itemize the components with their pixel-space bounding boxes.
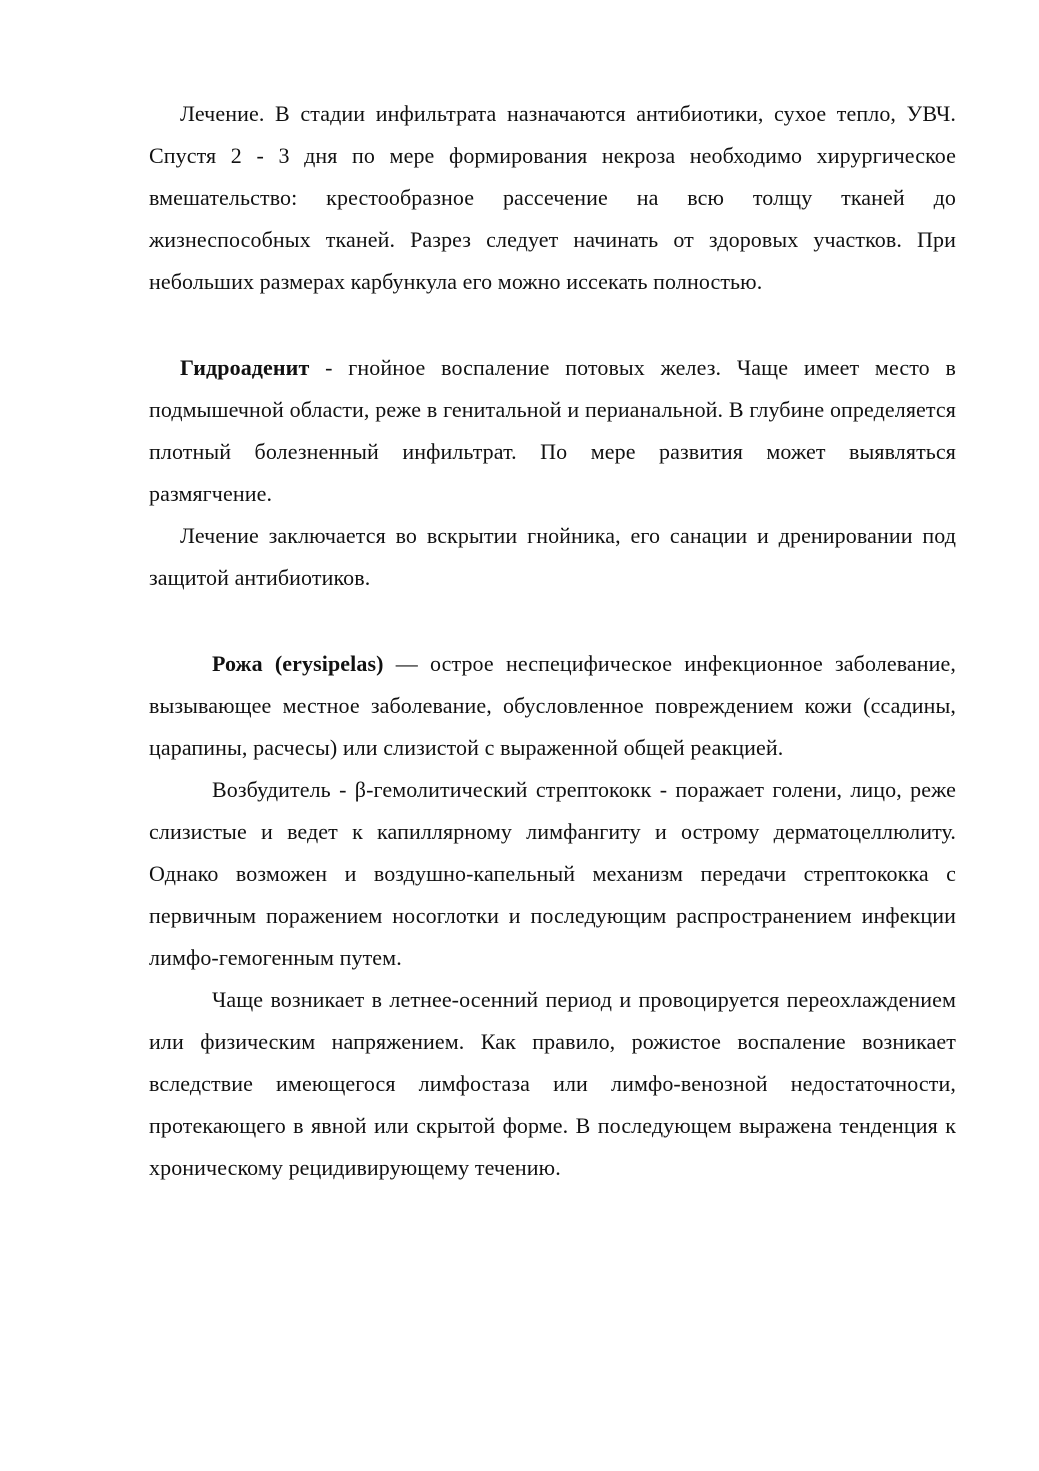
erysipelas-pathogen-paragraph: Возбудитель - β-гемолитический стрептококк - поражает голени, лицо, реже слизистые и ведет к капиллярному лимфангиту и острому дерматоцеллюлиту. Однако возможен и воздушно-капельный механизм передачи стрептококка с первичным поражением носоглотки и последующим распространением инфекции лимфо-гемогенным путем.	[149, 777, 956, 970]
erysipelas-term: Рожа (erysipelas)	[212, 651, 384, 676]
erysipelas-definition-paragraph	[149, 643, 956, 769]
erysipelas-definition-text: — острое неспецифическое инфекционное заболевание, вызывающее местное заболевание, обусловленное повреждением кожи (ссадины, царапины, расчесы) или слизистой с выраженной общей реакцией.	[149, 651, 956, 760]
hydradenitis-definition-paragraph	[149, 347, 956, 515]
hydradenitis-treatment-paragraph: Лечение заключается во вскрытии гнойника, его санации и дренировании под защитой антибиотиков.	[149, 523, 956, 590]
hydradenitis-term: Гидроаденит	[180, 355, 310, 380]
document-page	[149, 93, 956, 1189]
carbuncle-treatment-paragraph: Лечение. В стадии инфильтрата назначаются антибиотики, сухое тепло, УВЧ. Спустя 2 - 3 дня по мере формирования некроза необходимо хирургическое вмешательство: крестообразное рассечение на всю толщу тканей до жизнеспособных тканей. Разрез следует начинать от здоровых участков. При небольших размерах карбункула его можно иссекать полностью.	[149, 101, 956, 294]
erysipelas-onset-paragraph: Чаще возникает в летнее-осенний период и провоцируется переохлаждением или физическим напряжением. Как правило, рожистое воспаление возникает вследствие имеющегося лимфостаза или лимфо-венозной недостаточности, протекающего в явной или скрытой форме. В последующем выражена тенденция к хроническому рецидивирующему течению.	[149, 987, 956, 1180]
hydradenitis-definition-text: - гнойное воспаление потовых желез. Чаще имеет место в подмышечной области, реже в генитальной и перианальной. В глубине определяется плотный болезненный инфильтрат. По мере развития может выявляться размягчение.	[149, 355, 956, 506]
